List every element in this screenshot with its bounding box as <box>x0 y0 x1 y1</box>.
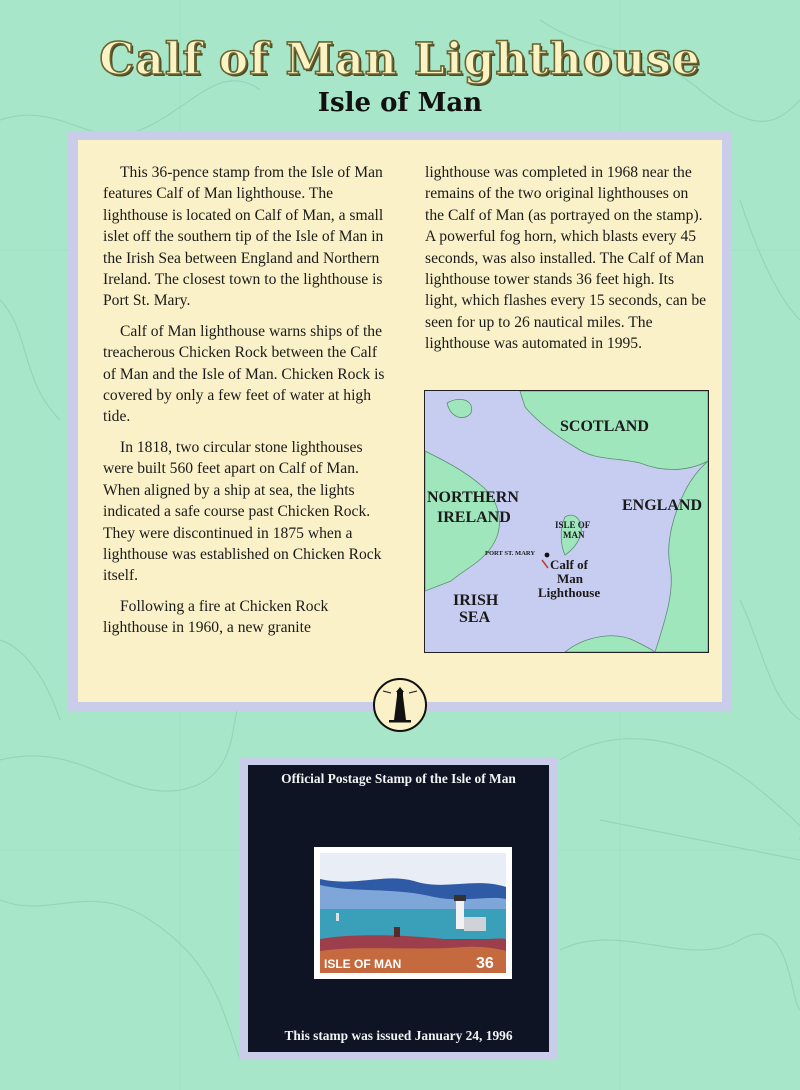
map-land-england <box>655 461 708 652</box>
article-paragraph: In 1818, two circular stone lighthouses were built 560 feet apart on Calf of Man. When aligned by a ship at sea, the lights indicated a safe course past Chicken Rock. They were discontinued in 1875 when a lighthouse was established on Chicken Rock itself. <box>103 438 382 585</box>
article-left-column <box>103 162 385 648</box>
article-paragraph: Calf of Man lighthouse warns ships of the treacherous Chicken Rock between the Calf of Man and the Isle of Man. Chicken Rock is covered by only a few feet of water at high tide. <box>103 322 385 426</box>
map-label-calf-1: Calf of <box>550 557 588 572</box>
stamp-card-heading: Official Postage Stamp of the Isle of Man <box>281 771 516 786</box>
article-paragraph: Following a fire at Chicken Rock lighthouse in 1960, a new granite <box>103 597 329 637</box>
stamp-value-text: 36 <box>476 955 494 972</box>
article-paragraph: lighthouse was completed in 1968 near the remains of the two original lighthouses on the Calf of Man (as portrayed on the stamp). A powerful fog horn, which blasts every 45 seconds, was also installed. The Calf of Man lighthouse tower stands 36 feet high. Its light, which flashes every 15 seconds, can be seen for up to 26 nautical miles. The lighthouse was automated in 1995. <box>425 164 707 353</box>
map-label-calf-2: Man <box>557 571 583 586</box>
port-st-mary-marker <box>545 553 550 558</box>
article-right-column <box>425 162 707 364</box>
lighthouse-icon <box>373 678 427 732</box>
map-land-island <box>447 399 472 417</box>
map-label-england: ENGLAND <box>622 497 703 514</box>
location-map <box>424 390 709 653</box>
article-paragraph: This 36-pence stamp from the Isle of Man features Calf of Man lighthouse. The lighthouse is located on Calf of Man, a small islet off the southern tip of the Isle of Man in the Irish Sea between England and Northern Ireland. The closest town to the lighthouse is Port St. Mary. <box>103 164 384 310</box>
postage-stamp-image <box>314 847 512 979</box>
map-label-isle-of-man-1: ISLE OF <box>555 520 591 530</box>
map-label-port-st-mary: PORT ST. MARY <box>485 550 536 557</box>
map-label-northern-ireland-1: NORTHERN <box>427 489 519 506</box>
map-label-irish-sea-2: SEA <box>459 609 491 626</box>
map-label-isle-of-man-2: MAN <box>563 530 585 540</box>
page-title: Calf of Man Lighthouse <box>99 34 701 85</box>
map-label-calf-3: Lighthouse <box>538 585 601 600</box>
map-label-scotland: SCOTLAND <box>560 418 649 435</box>
map-label-irish-sea-1: IRISH <box>453 592 499 609</box>
map-land-wales <box>565 636 655 652</box>
stamp-country-text: ISLE OF MAN <box>324 957 402 971</box>
page-subtitle: Isle of Man <box>317 88 483 118</box>
map-label-northern-ireland-2: IRELAND <box>437 509 511 526</box>
stamp-card-footer: This stamp was issued January 24, 1996 <box>284 1028 513 1043</box>
